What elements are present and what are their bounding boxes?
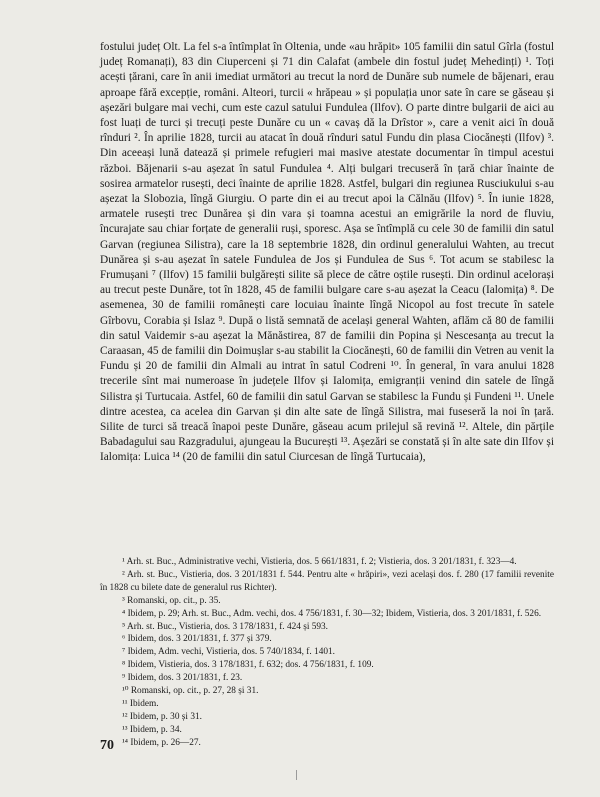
scan-mark	[296, 770, 301, 780]
footnotes	[100, 556, 554, 750]
footnote-11: ¹¹ Ibidem.	[122, 698, 159, 709]
footnote-7: ⁷ Ibidem, Adm. vechi, Vistieria, dos. 5 740/1834, f. 1401.	[122, 647, 335, 658]
body-paragraph: fostului județ Olt. La fel s-a întîmplat în Oltenia, unde «au hrăpit» 105 familii din satul Gîrla (fostul județ Romanați), 83 din Ciuperceni și 71 din Calafat (ambele din fostul județ Mehedinți) ¹. Toți acești țărani, care în anii imediat următori au trecut la nord de Dunăre sub numele de băjenari, erau aproape fără excepție, români. Alteori, turcii « hrăpeau » și populația unor sate în care se găseau și așezări bulgare mai vechi, cum este cazul satului Fundulea (Ilfov). O parte dintre bulgarii de aici au fost luați de turci și trecuți peste Dunăre cu un « cavaș dă la Drîstor », care a venit aici în două rînduri ². În aprilie 1828, turcii au atacat în două rînduri satul Fundu din plasa Ciocănești (Ilfov) ³. Din aceeași lună datează și primele refugieri mai masive atestate documentar în timpul acestui război. Băjenarii s-au așezat în satul Fundulea ⁴. Alți bulgari trecuseră în țară chiar înainte de sosirea armatelor rusești, deci înainte de aprilie 1828. Astfel, bulgari din regiunea Rusciukului s-au așezat la Slobozia, lîngă Giurgiu. O parte din ei au trecut apoi la Călnău (Ilfov) ⁵. În iunie 1828, armatele rusești trec Dunărea și din vara și toamna acestui an emigrările la nord de fluviu, încurajate sau chiar forțate de generalii ruși, sporesc. Așa se întîmplă cu cele 30 de familii din satul Garvan (regiunea Silistra), care la 18 septembrie 1828, din ordinul generalului Wahten, au trecut Dunărea și s-au așezat în satele Fundulea de Jos și Fundulea de Sus ⁶. Tot acum se stabilesc la Frumușani ⁷ (Ilfov) 15 familii bulgărești silite să plece de către oștile rusești. Din ordinul acelorași au trecut peste Dunăre, tot în 1828, 45 de familii bulgare care s-au așezat la Ceacu (Ialomița) ⁸. De asemenea, 30 de familii românești care locuiau înainte lîngă Nicopol au fost trecute în satele Gîrbovu, Corabia și Islaz ⁹. După o listă semnată de același general Wahten, aflăm că 80 de familii din satul Vaidemir s-au așezat la Mănăstirea, 87 de familii din Popina și Nescesanța au trecut la Caraasan, 45 de familii din Doimușlar s-au stabilit la Ciocănești, 60 de familii din Vetren au venit la Fundu și 20 de familii din Almali au intrat în satul Codreni ¹⁰. În general, în vara anului 1828 trecerile sînt mai numeroase în județele Ilfov și Ialomița, emigranții venind din satele de lîngă Silistra și Turtucaia. Astfel, 60 de familii din satul Garvan se stabilesc la Fundu și Fundeni ¹¹. Unele dintre acestea, ca acelea din Garvan și din alte sate de lîngă Silistra, mai fuseseră la noi în țară. Silite de turci să treacă înapoi peste Dunăre, găseau acum prilejul să revină ¹². Altele, din părțile Babadagului sau Razgradului, ajungeau la București ¹³. Așezări se constată și în alte sate din Ilfov și Ialomița: Luica ¹⁴ (20 de familii din satul Ciurcesan de lîngă Turtucaia),	[100, 41, 554, 464]
footnote-3: ³ Romanski, op. cit., p. 35.	[122, 595, 221, 606]
footnote-5: ⁵ Arh. st. Buc., Vistieria, dos. 3 178/1831, f. 424 și 593.	[122, 621, 329, 632]
footnote-13: ¹³ Ibidem, p. 34.	[122, 724, 182, 735]
main-text	[100, 40, 554, 466]
footnote-8: ⁸ Ibidem, Vistieria, dos. 3 178/1831, f. 632; dos. 4 756/1831, f. 109.	[122, 660, 374, 671]
footnote-2: ² Arh. st. Buc., Vistieria, dos. 3 201/1831 f. 544. Pentru alte « hrăpiri», vezi același dos. f. 280 (17 familii revenite în 1828 cu bilete date de generalul rus Richter).	[100, 569, 554, 593]
footnote-12: ¹² Ibidem, p. 30 și 31.	[122, 711, 202, 722]
footnote-10: ¹⁰ Romanski, op. cit., p. 27, 28 și 31.	[122, 686, 259, 697]
footnote-4: ⁴ Ibidem, p. 29; Arh. st. Buc., Adm. vechi, dos. 4 756/1831, f. 30—32; Ibidem, Vistieria, dos. 3 201/1831, f. 526.	[122, 608, 542, 619]
page-number: 70	[100, 738, 114, 753]
footnote-1: ¹ Arh. st. Buc., Administrative vechi, Vistieria, dos. 5 661/1831, f. 2; Vistieria, dos. 3 201/1831, f. 323—4.	[122, 557, 517, 567]
footnote-14: ¹⁴ Ibidem, p. 26—27.	[122, 737, 201, 748]
footnote-9: ⁹ Ibidem, dos. 3 201/1831, f. 23.	[122, 673, 243, 684]
footnote-6: ⁶ Ibidem, dos. 3 201/1831, f. 377 și 379.	[122, 634, 272, 645]
